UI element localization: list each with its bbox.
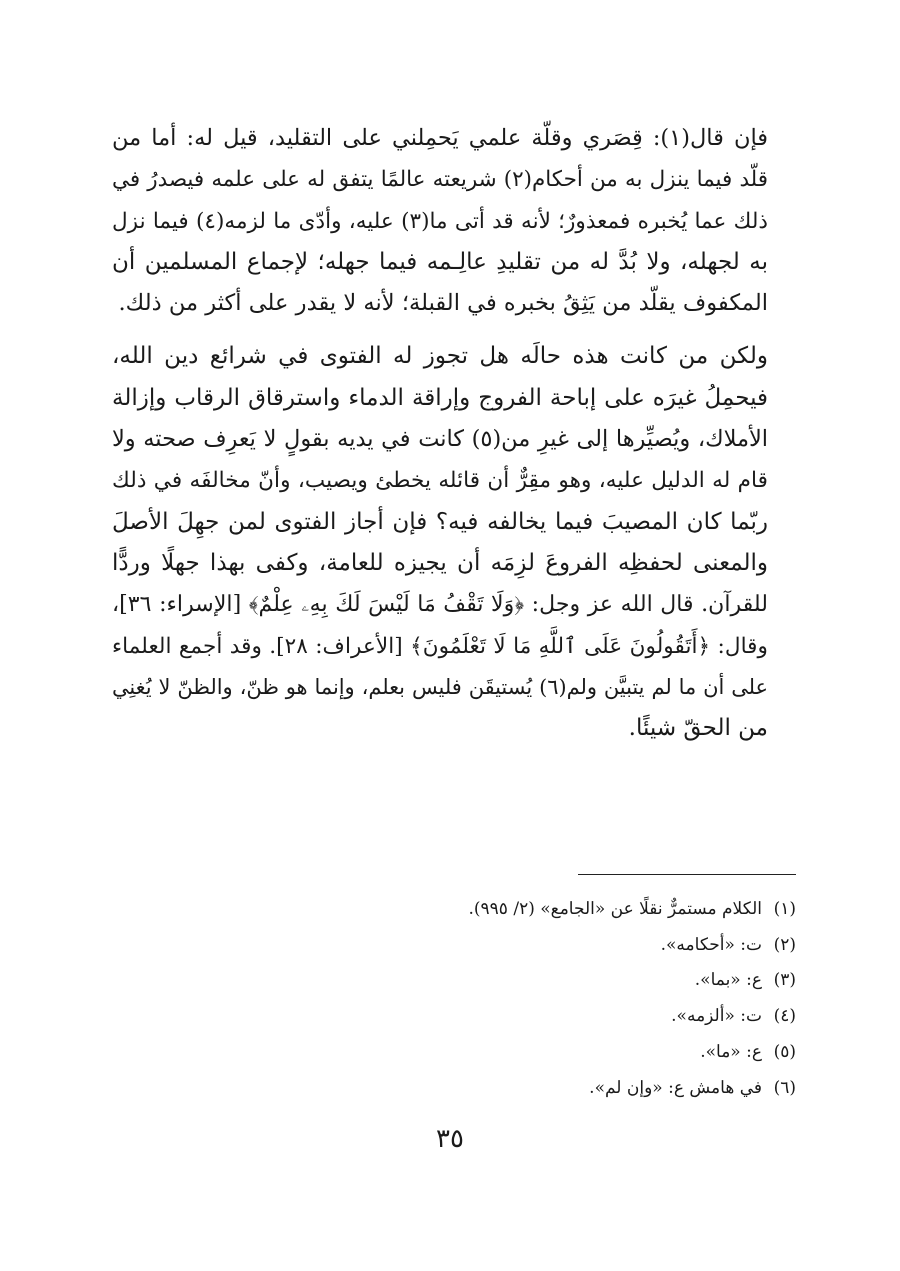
footnote bbox=[176, 1071, 796, 1107]
footnote bbox=[176, 928, 796, 964]
text-line: وقال: ﴿أَتَقُولُونَ عَلَى ٱللَّهِ مَا لَا تَعْلَمُونَ﴾ [الأعراف: ٢٨]. وقد أجمع العلماء bbox=[112, 633, 768, 659]
footnote bbox=[176, 963, 796, 999]
footnote-divider bbox=[578, 874, 796, 875]
footnote bbox=[176, 1035, 796, 1071]
text-line: ربّما كان المصيبَ فيما يخالفه فيه؟ فإن أجاز الفتوى لمن جهِلَ الأصلَ bbox=[112, 508, 768, 535]
footnote-text: ع: «بما». bbox=[694, 970, 762, 991]
text-line: على أن ما لم يتبيَّن ولم(٦) يُستيقَن فليس بعلم، وإنما هو ظنّ، والظنّ لا يُغنِي bbox=[112, 674, 769, 699]
footnote-number: (٣) bbox=[773, 970, 796, 991]
text-line: الأملاك، ويُصيِّرها إلى غيرِ من(٥) كانت في يديه بقولٍ لا يَعرِف صحته ولا bbox=[112, 426, 768, 453]
footnotes bbox=[176, 892, 796, 1106]
footnote-number: (١) bbox=[773, 899, 796, 919]
footnote bbox=[176, 892, 796, 928]
footnote-number: (٤) bbox=[773, 1006, 796, 1027]
main-text bbox=[112, 118, 796, 749]
text-line: قام له الدليل عليه، وهو مقِرٌّ أن قائله يخطئ ويصيب، وأنّ مخالفَه في ذلك bbox=[112, 468, 768, 494]
page-number: ٣٥ bbox=[436, 1124, 464, 1154]
footnote bbox=[176, 999, 796, 1035]
paragraph-1 bbox=[112, 118, 796, 324]
text-line: والمعنى لحفظِه الفروعَ لزِمَه أن يجيزه للعامة، وكفى بهذا جهلًا وردًّا bbox=[112, 549, 768, 576]
text-line: ولكن من كانت هذه حالَه هل تجوز له الفتوى في شرائع دين الله، bbox=[112, 343, 768, 370]
text-line: المكفوف يقلّد من يَثِقُ بخبره في القبلة؛ لأنه لا يقدر على أكثر من ذلك. bbox=[118, 290, 768, 317]
footnote-text: ت: «أحكامه». bbox=[660, 934, 762, 955]
footnote-number: (٢) bbox=[773, 934, 796, 955]
text-line: من الحقّ شيئًا. bbox=[628, 715, 768, 742]
text-line: فإن قال(١): قِصَري وقلّة علمي يَحمِلني على التقليد، قيل له: أما من bbox=[112, 125, 768, 151]
paragraph-2 bbox=[112, 336, 796, 749]
text-line: للقرآن. قال الله عز وجل: ﴿وَلَا تَقْفُ مَا لَيْسَ لَكَ بِهِۦ عِلْمٌ﴾ [الإسراء: ٣٦]، bbox=[112, 591, 768, 618]
footnote-text: الكلام مستمرٌّ نقلًا عن «الجامع» (٢/ ٩٩٥). bbox=[468, 899, 762, 919]
footnote-text: في هامش ع: «وإن لم». bbox=[589, 1077, 762, 1098]
text-line: فيحمِلُ غيرَه على إباحة الفروج وإراقة الدماء واسترقاق الرقاب وإزالة bbox=[112, 384, 768, 411]
footnote-number: (٥) bbox=[773, 1041, 796, 1062]
footnote-text: ع: «ما». bbox=[700, 1041, 762, 1062]
footnote-number: (٦) bbox=[773, 1077, 796, 1098]
text-line: به لجهله، ولا بُدَّ له من تقليدِ عالِـمه فيما جهله؛ لإجماع المسلمين أن bbox=[112, 248, 768, 275]
footnote-text: ت: «ألزمه». bbox=[671, 1006, 762, 1027]
text-line: قلّد فيما ينزل به من أحكام(٢) شريعته عالمًا يتفق له على علمه فيصدرُ في bbox=[112, 167, 768, 193]
text-line: ذلك عما يُخبره فمعذورٌ؛ لأنه قد أتى ما(٣) عليه، وأدّى ما لزمه(٤) فيما نزل bbox=[112, 208, 768, 234]
